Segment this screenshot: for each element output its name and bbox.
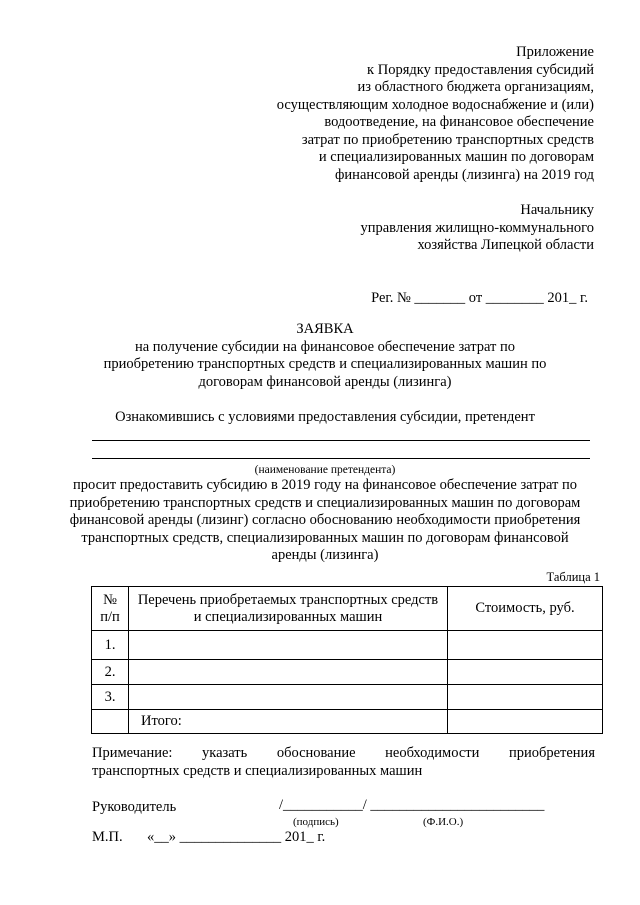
table-row xyxy=(92,660,603,685)
table-row xyxy=(92,631,603,660)
note-line: Примечание: указать обоснование необходимости приобретения xyxy=(92,745,595,761)
header-num xyxy=(92,587,129,631)
request-line: приобретению транспортных средств и специализированных машин по договорам xyxy=(69,494,581,511)
recipient-block xyxy=(360,202,594,255)
header-cost-label: Стоимость, руб. xyxy=(475,600,575,616)
request-line: аренды (лизинга) xyxy=(271,547,379,563)
appendix-line: водоотведение, на финансовое обеспечение xyxy=(324,114,594,130)
appendix-line: осуществляющим холодное водоснабжение и (или) xyxy=(276,96,594,113)
header-list xyxy=(129,587,448,631)
signature-role: Руководитель xyxy=(92,799,177,815)
note-line: транспортных средств и специализированных машин xyxy=(92,762,423,779)
table-total-row xyxy=(92,710,603,734)
total-label: Итого: xyxy=(129,710,448,734)
signature-fields[interactable]: /___________/ ________________________ xyxy=(279,797,545,813)
recipient-line: управления жилищно-коммунального xyxy=(360,219,594,236)
appendix-line: из областного бюджета организациям, xyxy=(357,79,594,95)
recipient-line: Начальнику xyxy=(520,202,594,218)
appendix-line: Приложение xyxy=(516,44,594,60)
row-cost-cell[interactable] xyxy=(448,685,603,710)
applicant-caption: (наименование претендента) xyxy=(254,464,396,476)
signature-caption: (подпись) xyxy=(293,816,339,828)
header-list-label: Перечень приобретаемых транспортных средств и специализированных машин xyxy=(137,591,439,625)
row-cost-cell[interactable] xyxy=(448,660,603,685)
header-num-label: № п/п xyxy=(100,591,120,625)
intro-text: Ознакомившись с условиями предоставления субсидии, претендент xyxy=(115,409,535,425)
row-item-cell[interactable] xyxy=(129,685,448,710)
applicant-name-line xyxy=(92,440,590,441)
table-label: Таблица 1 xyxy=(546,570,600,584)
request-line: финансовой аренды (лизинг) согласно обоснованию необходимости приобретения xyxy=(69,512,581,528)
name-caption: (Ф.И.О.) xyxy=(423,816,464,828)
applicant-name-line xyxy=(92,458,590,459)
appendix-line: к Порядку предоставления субсидий xyxy=(367,61,594,78)
recipient-line: хозяйства Липецкой области xyxy=(417,237,594,253)
document-subtitle-line: приобретению транспортных средств и специализированных машин по xyxy=(103,356,547,372)
row-item-cell[interactable] xyxy=(129,631,448,660)
appendix-line: и специализированных машин по договорам xyxy=(318,149,594,165)
appendix-line: финансовой аренды (лизинга) на 2019 год xyxy=(335,166,594,183)
total-num-cell xyxy=(92,710,129,734)
table-row xyxy=(92,685,603,710)
request-paragraph xyxy=(60,477,590,565)
document-subtitle-line: договорам финансовой аренды (лизинга) xyxy=(198,373,452,390)
items-table xyxy=(91,586,603,734)
table-header-row xyxy=(92,587,603,631)
row-num: 3. xyxy=(92,685,129,710)
row-num: 1. xyxy=(92,631,129,660)
document-title: ЗАЯВКА xyxy=(296,321,354,337)
registration-line: Рег. № _______ от ________ 201_ г. xyxy=(371,290,588,306)
note-block xyxy=(92,745,595,780)
document-subtitle-line: на получение субсидии на финансовое обеспечение затрат по xyxy=(134,338,516,355)
stamp-label: М.П. xyxy=(92,829,123,845)
row-cost-cell[interactable] xyxy=(448,631,603,660)
row-item-cell[interactable] xyxy=(129,660,448,685)
header-cost xyxy=(448,587,603,631)
request-line: транспортных средств, специализированных машин по договорам финансовой xyxy=(81,529,569,546)
row-num: 2. xyxy=(92,660,129,685)
appendix-line: затрат по приобретению транспортных средств xyxy=(301,131,594,148)
total-cost-cell[interactable] xyxy=(448,710,603,734)
request-line: просит предоставить субсидию в 2019 году на финансовое обеспечение затрат по xyxy=(72,477,578,493)
document-heading xyxy=(60,321,590,391)
date-field[interactable]: «__» ______________ 201_ г. xyxy=(147,829,326,845)
appendix-block xyxy=(277,44,594,184)
